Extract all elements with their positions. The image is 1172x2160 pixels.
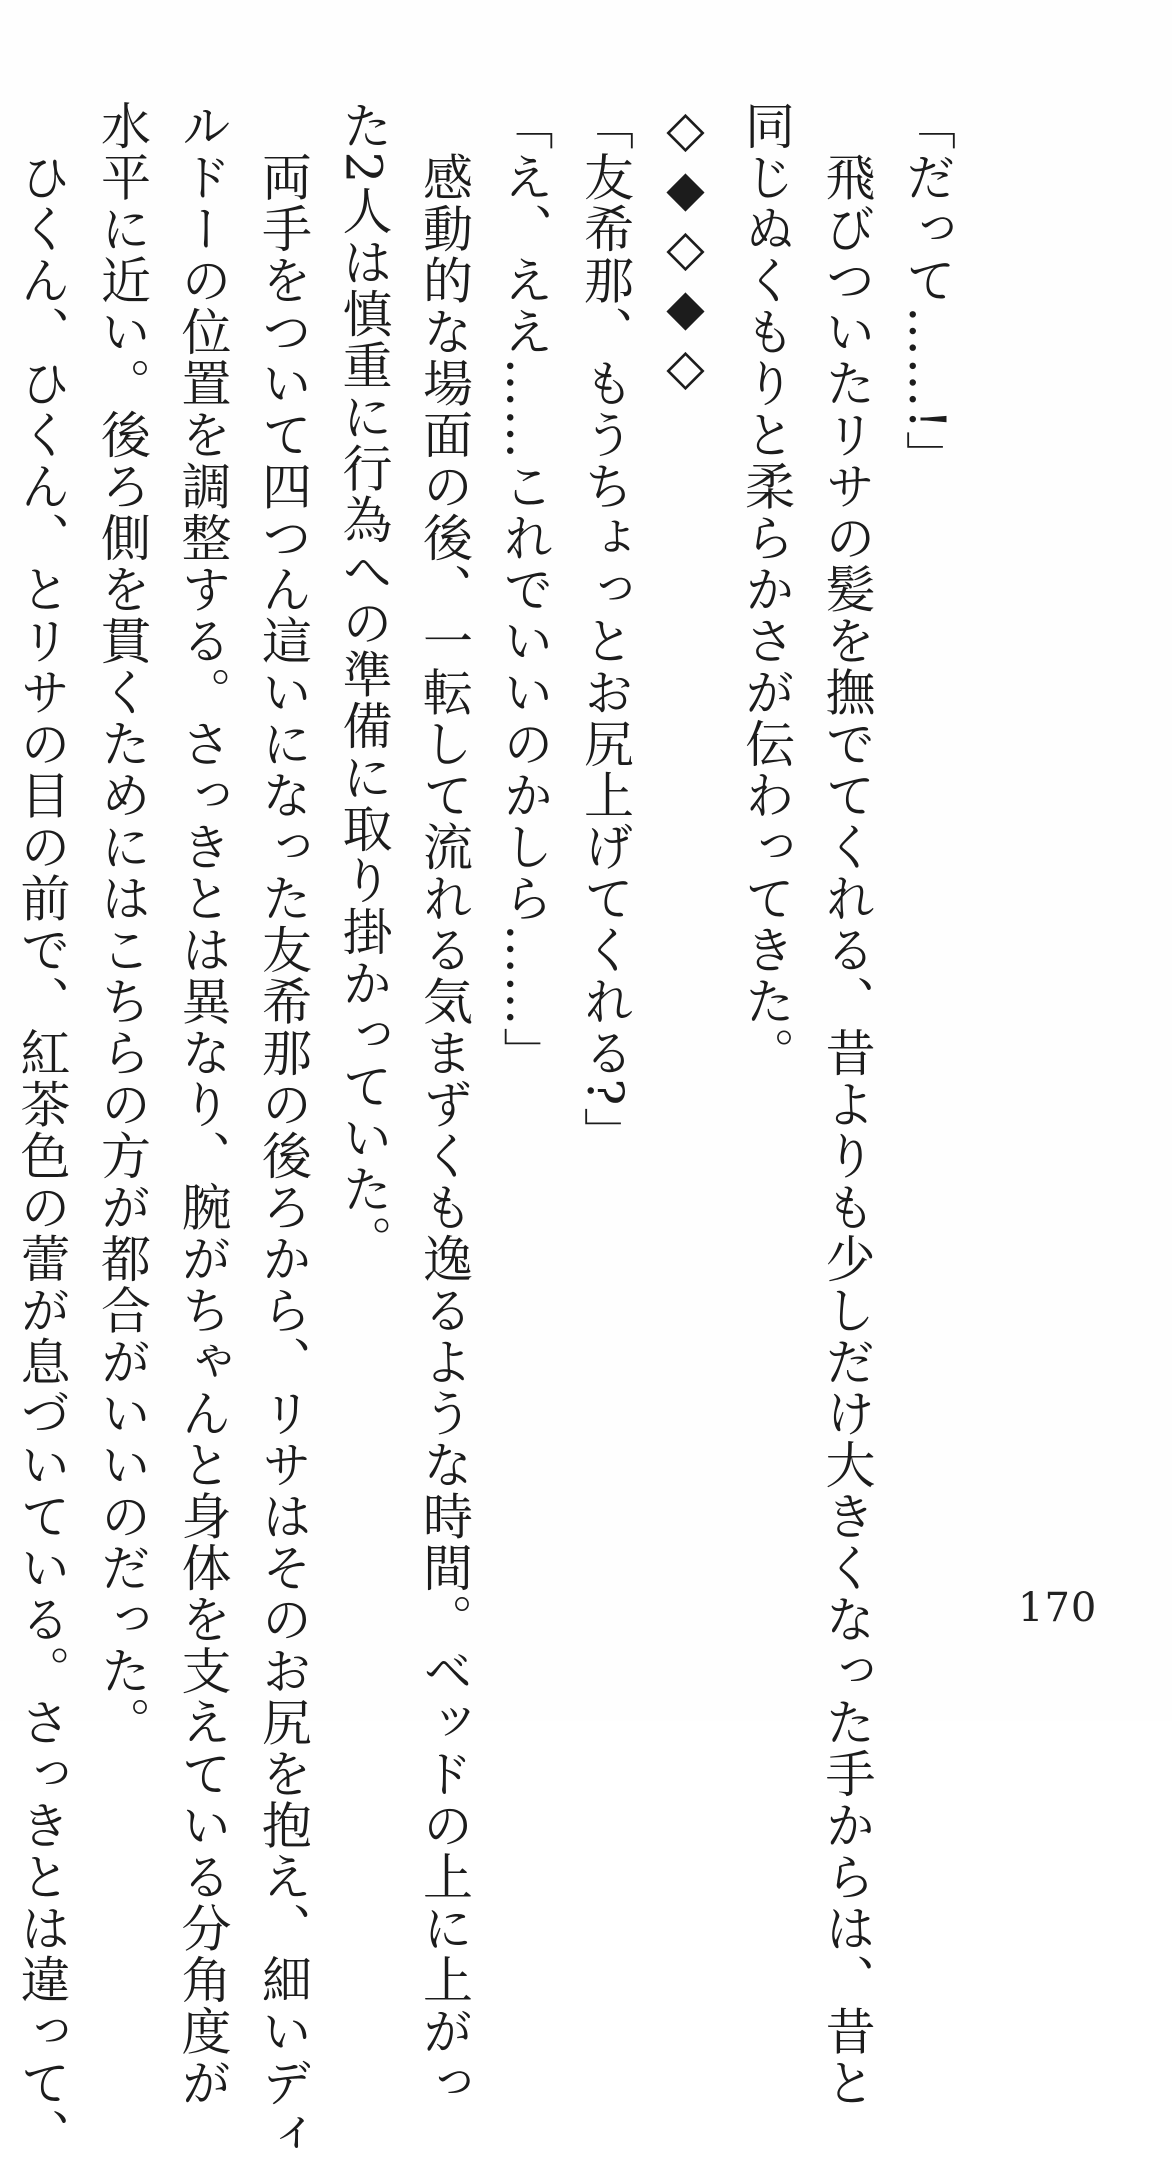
section-divider: ◇◆◇◆◇: [656, 100, 715, 398]
text-line: た2人は慎重に行為への準備に取り掛かっていた。: [334, 100, 393, 1267]
text-line: 「え、ええ……これでいいのかしら……」: [495, 100, 554, 1079]
text-line: [0, 100, 1, 1580]
text-line: ひくん、ひくん、とリサの目の前で、紅茶色の蕾が息づいている。さっきとは違って、: [12, 100, 71, 2160]
text-line: 「だって……!」: [898, 100, 956, 483]
page-number: 170: [1018, 1585, 1098, 1631]
text-line: 同じぬくもりと柔らかさが伝わってきた。: [737, 100, 795, 1079]
text-line: 飛びついたリサの髪を撫でてくれる、昔よりも少しだけ大きくなった手からは、昔と: [817, 100, 876, 2109]
text-line: 水平に近い。後ろ側を貫くためにはこちらの方が都合がいいのだった。: [93, 100, 151, 1748]
text-line: 両手をついて四つん這いになった友希那の後ろから、リサはそのお尻を抱え、細いディ: [254, 100, 312, 2160]
vertical-text-body: [0, 100, 967, 2160]
text-line: 感動的な場面の後、一転して流れる気まずくも逸るような時間。ベッドの上に上がっ: [415, 100, 473, 2109]
text-line: 「友希那、もうちょっとお尻上げてくれる?」: [576, 100, 634, 1159]
text-line: ルドーの位置を調整する。さっきとは異なり、腕がちゃんと身体を支えている分角度が: [173, 100, 232, 2109]
